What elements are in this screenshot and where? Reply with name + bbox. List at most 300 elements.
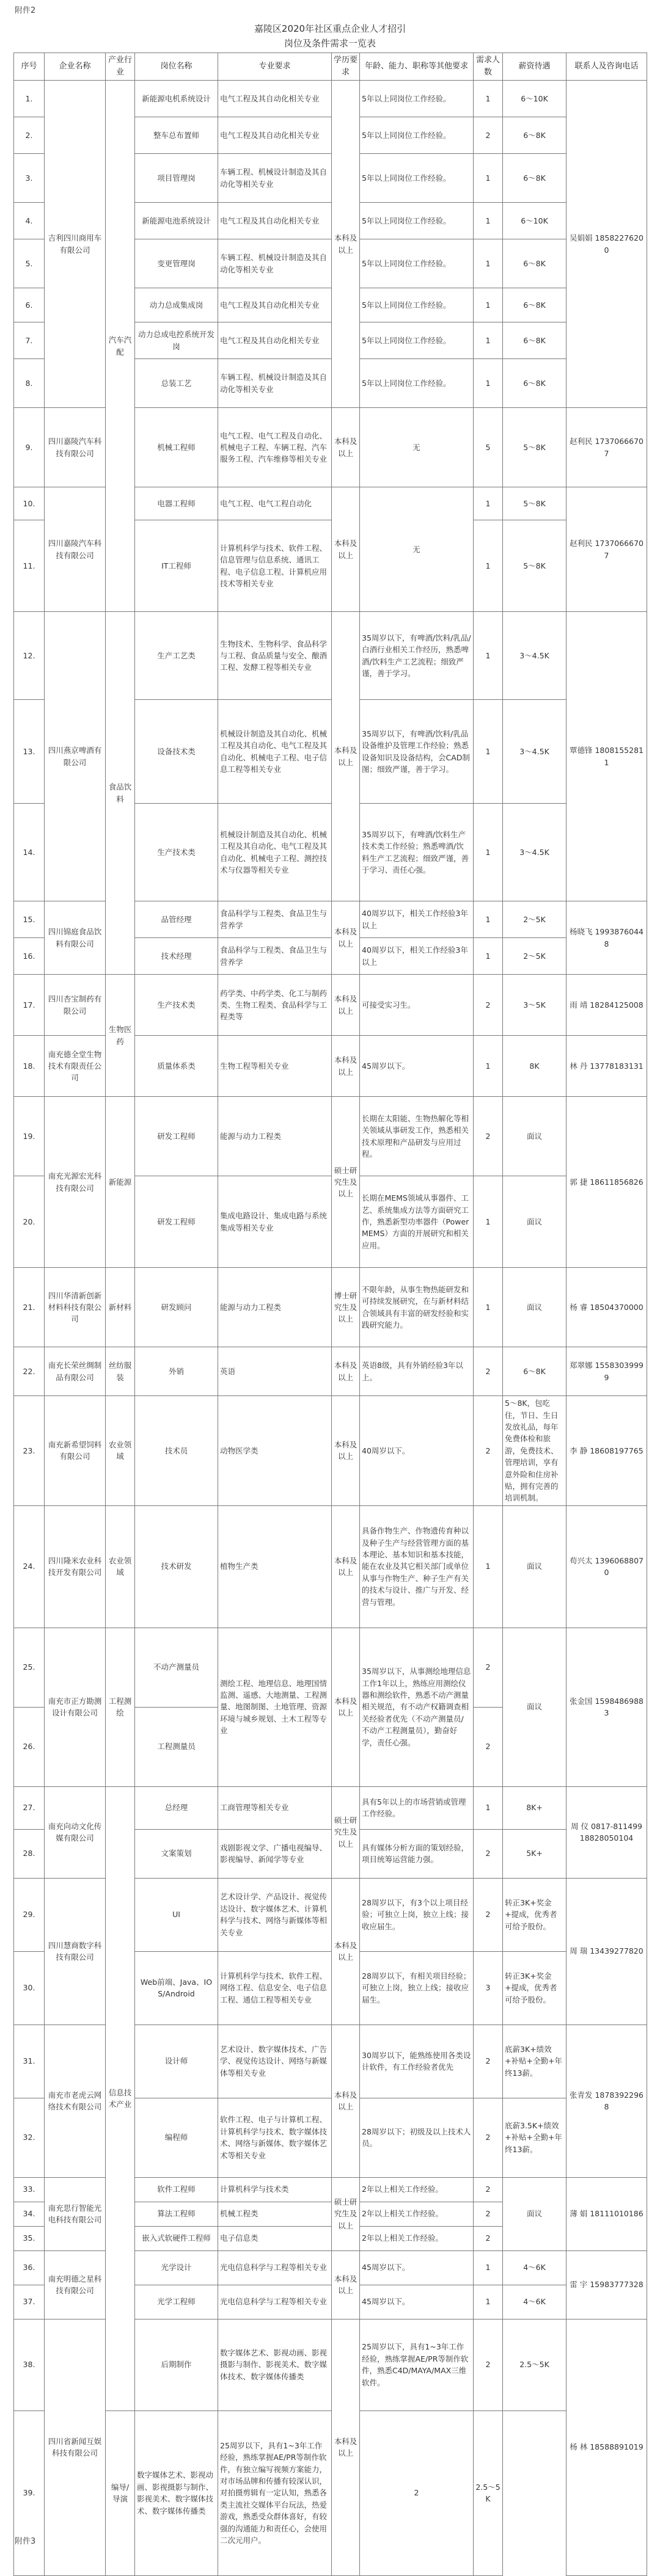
major-req: 计算机科学与技术类: [218, 2177, 332, 2202]
company-name: 南充新希望饲料有限公司: [45, 1396, 106, 1505]
header-other: 年龄、能力、职称等其他要求: [360, 53, 474, 81]
other-req: 40周岁以下，相关工作经验3年以上: [360, 901, 474, 938]
major-req: 电气工程及其自动化相关专业: [218, 203, 332, 239]
pay: 8K+: [503, 1786, 566, 1829]
pay: 面议: [503, 1505, 566, 1628]
company-name: 南充德全堂生物技术有限责任公司: [45, 1036, 106, 1097]
pay: 3～4.5K: [503, 700, 566, 804]
pay: 4～6K: [503, 2250, 566, 2285]
major-req: 电子信息类: [218, 2226, 332, 2250]
pay: 6～8K: [503, 322, 566, 359]
headcount: 1: [474, 154, 503, 203]
contact: 周 瑞 13439277820: [566, 1878, 647, 2025]
pay: 5～8K，包吃住，节日、生日发放礼品，每年免费体检和旅游，免费技术、管理培训，享有意外险和住房补贴，拥有完善的培训机制。: [503, 1396, 566, 1505]
other-req: 5年以上同岗位工作经验。: [360, 154, 474, 203]
row-seq: 2.: [14, 117, 45, 154]
post-name: 总经理: [135, 1786, 218, 1829]
post-name: 总装工艺: [135, 359, 218, 408]
row-seq: 8.: [14, 359, 45, 408]
post-name: 电器工程师: [135, 487, 218, 520]
table-row: [14, 1505, 647, 1628]
education-req: 本科及以上: [332, 408, 360, 487]
industry-name: 新材料: [106, 1268, 135, 1347]
other-req: 2年以上相关工作经验。: [360, 2202, 474, 2226]
post-name: 软件工程师: [135, 2177, 218, 2202]
major-req: 食品科学与工程类、食品卫生与营养学: [218, 938, 332, 975]
headcount: 1: [474, 1786, 503, 1829]
headcount: 1: [474, 901, 503, 938]
headcount: 1: [474, 938, 503, 975]
pay: 面议: [503, 2177, 566, 2250]
major-req: 车辆工程、机械设计制造及其自动化等相关专业: [218, 239, 332, 288]
industry-name: 新能源: [106, 1097, 135, 1268]
education-req: 本科及以上: [332, 81, 360, 408]
table-row: [14, 1097, 647, 1176]
headcount: 2: [474, 975, 503, 1036]
row-seq: 32.: [14, 2098, 45, 2177]
industry-name: 信息技术产业: [106, 1786, 135, 2410]
table-row: [14, 1268, 647, 1347]
headcount: 2: [474, 2226, 503, 2250]
pay: 6～8K: [503, 288, 566, 322]
other-req: 2年以上相关工作经验。: [360, 2226, 474, 2250]
headcount: 2: [474, 1878, 503, 1951]
pay: 面议: [503, 1097, 566, 1176]
other-req: 5年以上同岗位工作经验。: [360, 81, 474, 117]
other-req: 28周岁以下；初级及以上技术人员。: [360, 2098, 474, 2177]
education-req: 硕士研究生及以上: [332, 1097, 360, 1268]
major-req: 生物技术、生物科学、食品科学与工程、食品质量与安全、酿酒工程、发酵工程等相关专业: [218, 612, 332, 700]
post-name: 生产工艺类: [135, 612, 218, 700]
contact: 苟兴太 13960688070: [566, 1505, 647, 1628]
company-name: 南充市老虎云网络技术有限公司: [45, 2025, 106, 2177]
other-req: 无: [360, 408, 474, 487]
post-name: 新能源电池系统设计: [135, 203, 218, 239]
education-req: 本科及以上: [332, 2025, 360, 2177]
other-req: 具有媒体分析方面的策划经验，项目统筹运营能力强。: [360, 1829, 474, 1878]
industry-name: 生物医药: [106, 975, 135, 1097]
contact: 杨 睿 18504370000: [566, 1268, 647, 1347]
education-req: 本科及以上: [332, 1347, 360, 1396]
post-name: 整车总布置师: [135, 117, 218, 154]
major-req: 戏剧影视文学、广播电视编导、影视编导、新闻学等专业: [218, 1829, 332, 1878]
row-seq: 13.: [14, 700, 45, 804]
row-seq: 37.: [14, 2285, 45, 2319]
major-req: 机械工程类: [218, 2202, 332, 2226]
headcount: 1: [474, 288, 503, 322]
row-seq: 31.: [14, 2025, 45, 2098]
row-seq: 30.: [14, 1951, 45, 2025]
post-name: 技术经理: [135, 938, 218, 975]
other-req: 无: [360, 487, 474, 612]
header-major: 专业要求: [218, 53, 332, 81]
major-req: 艺术设计、数字媒体技术、广告学、视觉传达设计、网络与新媒体等相关专业: [218, 2025, 332, 2098]
pay: 3～4.5K: [503, 612, 566, 700]
pay: 2～5K: [503, 901, 566, 938]
other-req: 具备作物生产、作物遗传育种以及种子生产与经营管理方面的基本理论、基本知识和基本技能，能在农业及其它相关部门或单位从事与作物生产、种子生产有关的技术与设计、推广与开发、经营与管理。: [360, 1505, 474, 1628]
post-name: 动力总成电控系统开发岗: [135, 322, 218, 359]
major-req: 工商管理等相关专业: [218, 1786, 332, 1829]
post-name: 不动产测量员: [135, 1628, 218, 1707]
row-seq: 35.: [14, 2226, 45, 2250]
row-seq: 4.: [14, 203, 45, 239]
major-req: 光电信息科学与工程等相关专业: [218, 2285, 332, 2319]
education-req: 本科及以上: [332, 487, 360, 612]
row-seq: 14.: [14, 804, 45, 901]
education-req: 硕士研究生及以上: [332, 2177, 360, 2250]
other-req: 30周岁以下，能熟练使用各类设计软件，有工作经验者优先: [360, 2025, 474, 2098]
major-req: 集成电路设计、集成电路与系统集成等相关专业: [218, 1176, 332, 1268]
page-subtitle: 岗位及条件需求一览表: [284, 38, 376, 49]
major-req: 植物生产类: [218, 1505, 332, 1628]
other-req: 28周岁以下，有相关项目经验；可独立上岗，独立上线；接收应届生。: [360, 1951, 474, 2025]
industry-name: 汽车汽配: [106, 81, 135, 612]
education-req: 本科及以上: [332, 975, 360, 1036]
headcount: 2: [474, 1097, 503, 1176]
table-row: [14, 975, 647, 1036]
post-name: 技术员: [135, 1396, 218, 1505]
company-name: 四川嘉陵汽车科技有限公司: [45, 487, 106, 612]
other-req: 5年以上同岗位工作经验。: [360, 322, 474, 359]
education-req: 本科及以上: [332, 901, 360, 975]
header-pay: 薪资待遇: [503, 53, 566, 81]
row-seq: 36.: [14, 2250, 45, 2285]
table-row: [14, 81, 647, 117]
post-name: 研发工程师: [135, 1176, 218, 1268]
post-name: 动力总成集成岗: [135, 288, 218, 322]
company-name: 四川锦庭食品饮料有限公司: [45, 901, 106, 975]
pay: 面议: [503, 1268, 566, 1347]
header-count: 需求人数: [474, 53, 503, 81]
major-req: 电气工程、电气工程及自动化、机械电子工程、车辆工程、汽车服务工程、汽车维修等相关专业: [218, 408, 332, 487]
row-seq: 21.: [14, 1268, 45, 1347]
row-seq: 16.: [14, 938, 45, 975]
company-name: 四川华清新创新材料科技有限公司: [45, 1268, 106, 1347]
contact: 雨 靖 18284125008: [566, 975, 647, 1036]
other-req: 45周岁以下。: [360, 1036, 474, 1097]
other-req: 35周岁以下，有啤酒/饮料/乳品/白酒行业相关工作经历，熟悉啤酒/饮料生产工艺流程；细致严谨，善于学习。: [360, 612, 474, 700]
headcount: 3: [474, 1951, 503, 2025]
other-req: 25周岁以下，具有1~3年工作经验，熟练掌握AE/PR等制作软件，有独立编写视频方案能力，对市场品牌和传播有较深认识，对拍摄剪辑有一定认知，熟悉各类主流社交媒体平台玩法，热爱游戏，熟悉受众群体喜好，有较强的沟通能力和责任心，会使用二次元用户。: [218, 2410, 332, 2575]
post-name: 机械工程师: [135, 408, 218, 487]
attachment-label-next: 附件3: [15, 2537, 36, 2546]
row-seq: 17.: [14, 975, 45, 1036]
post-name: 技术研发: [135, 1505, 218, 1628]
company-name: 南充思行智能光电科技有限公司: [45, 2177, 106, 2250]
page-title: 嘉陵区2020年社区重点企业人才招引: [254, 23, 406, 34]
major-req: 计算机科学与技术、软件工程、网络工程、信息安全、电子信息工程、通信工程等相关专业: [218, 1951, 332, 2025]
headcount: 1: [474, 612, 503, 700]
company-name: 四川隆米农业科技开发有限公司: [45, 1505, 106, 1628]
major-req: 生物工程等相关专业: [218, 1036, 332, 1097]
post-name: 外销: [135, 1347, 218, 1396]
contact: 林 丹 13778183131: [566, 1036, 647, 1097]
pay: 5～8K: [503, 408, 566, 487]
row-seq: 20.: [14, 1176, 45, 1268]
education-req: 本科及以上: [332, 2319, 360, 2575]
other-req: 5年以上同岗位工作经验。: [360, 288, 474, 322]
row-seq: 1.: [14, 81, 45, 117]
industry-name: 丝纺服装: [106, 1347, 135, 1396]
industry-name: 农业领域: [106, 1505, 135, 1628]
contact: 吴娟娟 18582276200: [566, 81, 647, 408]
headcount: 1: [474, 81, 503, 117]
pay: 5K+: [503, 1829, 566, 1878]
row-seq: 29.: [14, 1878, 45, 1951]
headcount: 2: [474, 1829, 503, 1878]
education-req: 本科及以上: [332, 1396, 360, 1505]
row-seq: 5.: [14, 239, 45, 288]
row-seq: 3.: [14, 154, 45, 203]
company-name: 四川杏宝制药有限公司: [45, 975, 106, 1036]
header-company: 企业名称: [45, 53, 106, 81]
headcount: 2: [474, 2177, 503, 2202]
other-req: 45周岁以下。: [360, 2285, 474, 2319]
other-req: 40周岁以下，相关工作经验3年以上: [360, 938, 474, 975]
row-seq: 12.: [14, 612, 45, 700]
pay: 2～5K: [503, 938, 566, 975]
headcount: 2: [360, 2410, 474, 2575]
major-req: 数字媒体艺术、影视动画、影视摄影与制作、影视美术、数字媒体技术、数字媒体传播类: [218, 2319, 332, 2410]
contact: 周 仪 0817-811499 18828050104: [566, 1786, 647, 1878]
major-req: 测绘工程、地理信息、地理国情监测、遥感、大地测量、工程测量、地图制图、土地管理、资源环境与城乡规划、土木工程等专业: [218, 1628, 332, 1786]
contact: 覃德锋 18081552811: [566, 612, 647, 901]
post-name: 设备技术类: [135, 700, 218, 804]
row-seq: 11.: [14, 520, 45, 612]
other-req: 英语8级，具有外销经验3年以上。: [360, 1347, 474, 1396]
row-seq: 18.: [14, 1036, 45, 1097]
pay: 底薪3K+绩效+补贴+全勤+年终13薪。: [503, 2025, 566, 2098]
major-req: 食品科学与工程类、食品卫生与营养学: [218, 901, 332, 938]
contact: 郑翠娜 15583039999: [566, 1347, 647, 1396]
other-req: 可接受实习生。: [360, 975, 474, 1036]
major-req: 动物医学类: [218, 1396, 332, 1505]
major-req: 英语: [218, 1347, 332, 1396]
other-req: 28周岁以下，有3个以上项目经验；可独立上岗，独立上线；接收应届生。: [360, 1878, 474, 1951]
pay: 3～4.5K: [503, 804, 566, 901]
major-req: 车辆工程、机械设计制造及其自动化等相关专业: [218, 359, 332, 408]
major-req: 能源与动力工程类: [218, 1097, 332, 1176]
other-req: 长期在MEMS领域从事器件、工艺、系统集成方法等方面研究工作，熟悉新型功率器件（Power MEMS）方面的开展研究和相关应用。: [360, 1176, 474, 1268]
contact: 张金国 15984869883: [566, 1628, 647, 1786]
major-req: 光电信息科学与工程等相关专业: [218, 2250, 332, 2285]
row-seq: 27.: [14, 1786, 45, 1829]
header-education: 学历要求: [332, 53, 360, 81]
pay: 4～6K: [503, 2285, 566, 2319]
post-name: 新能源电机系统设计: [135, 81, 218, 117]
contact: 赵利民 17370666707: [566, 487, 647, 612]
headcount: 1: [474, 1036, 503, 1097]
pay: 2.5～5K: [503, 2319, 566, 2410]
row-seq: 25.: [14, 1628, 45, 1707]
header-post: 岗位名称: [135, 53, 218, 81]
company-name: 南充市正方勘测设计有限公司: [45, 1628, 106, 1786]
other-req: 2年以上相关工作经验。: [360, 2177, 474, 2202]
pay: 6～10K: [503, 203, 566, 239]
table-row: [14, 1786, 647, 1829]
row-seq: 26.: [14, 1707, 45, 1786]
pay: 5～8K: [503, 520, 566, 612]
pay: 6～8K: [503, 239, 566, 288]
major-req: 药学类、中药学类、化工与制药类、生物工程类、食品科学与工程类等: [218, 975, 332, 1036]
other-req: 35周岁以下，有啤酒/饮料生产技术类工作经验；熟悉啤酒/饮料生产工艺流程；细致严谨，善于学习、责任心强。: [360, 804, 474, 901]
major-req: 电气工程及其自动化相关专业: [218, 322, 332, 359]
headcount: 2: [474, 1707, 503, 1786]
contact: 张青发 18783922968: [566, 2025, 647, 2177]
pay: 底薪3.5K+绩效+补贴+全勤+年终13薪。: [503, 2098, 566, 2177]
post-name: 质量体系类: [135, 1036, 218, 1097]
other-req: 40周岁以下。: [360, 1396, 474, 1505]
row-seq: 23.: [14, 1396, 45, 1505]
contact: 杨 林 18588891019: [566, 2319, 647, 2575]
industry-name: 农业领域: [106, 1396, 135, 1505]
row-seq: 19.: [14, 1097, 45, 1176]
headcount: 1: [474, 1268, 503, 1347]
row-seq: 33.: [14, 2177, 45, 2202]
header-contact: 联系人及咨询电话: [566, 53, 647, 81]
pay: 6～8K: [503, 359, 566, 408]
post-name: 编程师: [135, 2098, 218, 2177]
other-req: 不限年龄，从事生物热能研发和可持续发展研究，在与新材料结合领域具有丰富的研发经验和实践研究能力。: [360, 1268, 474, 1347]
headcount: 5: [474, 408, 503, 487]
major-req: 电气工程及其自动化相关专业: [218, 117, 332, 154]
pay: 面议: [503, 1628, 566, 1786]
post-name: 工程测量员: [135, 1707, 218, 1786]
headcount: 1: [474, 520, 503, 612]
other-req: 25周岁以下，具有1~3年工作经验，熟练掌握AE/PR等制作软件，熟悉C4D/MAYA/MAX三维软件。: [360, 2319, 474, 2410]
recruitment-table: [13, 53, 647, 2576]
pay: 2.5～5K: [474, 2410, 503, 2575]
major-req: 数字媒体艺术、影视动画、影视摄影与制作、影视美术、数字媒体技术、数字媒体传播类: [135, 2410, 218, 2575]
post-name: 编导/导演: [106, 2410, 135, 2575]
other-req: 5年以上同岗位工作经验。: [360, 203, 474, 239]
company-name: 四川省新闻互娱科技有限公司: [45, 2319, 106, 2575]
headcount: 1: [474, 804, 503, 901]
attachment-label: 附件2: [15, 6, 36, 15]
pay: 6～8K: [503, 117, 566, 154]
headcount: 2: [474, 1396, 503, 1505]
post-name: 变更管理岗: [135, 239, 218, 288]
table-row: [14, 1347, 647, 1396]
table-row: [14, 1628, 647, 1707]
education-req: 本科及以上: [332, 1505, 360, 1628]
post-name: 品管经理: [135, 901, 218, 938]
company-name: 吉利四川商用车有限公司: [45, 81, 106, 408]
education-req: 本科及以上: [332, 1628, 360, 1786]
other-req: 5年以上同岗位工作经验。: [360, 117, 474, 154]
row-seq: 22.: [14, 1347, 45, 1396]
headcount: 1: [474, 2285, 503, 2319]
row-seq: 38.: [14, 2319, 45, 2410]
education-req: 本科及以上: [332, 2250, 360, 2319]
education-req: 本科及以上: [332, 1036, 360, 1097]
row-seq: 7.: [14, 322, 45, 359]
row-seq: 39.: [14, 2410, 45, 2575]
other-req: 35周岁以下，从事测绘地理信息工作1年以上，熟练应用测绘仪器和测绘软件，熟悉不动产测量相关规范，有不动产权籍调查相关经验者优先（不动产测量员/不动产工程测量员），勤奋好学，责任心强。: [360, 1628, 474, 1786]
company-name: 四川嘉陵汽车科技有限公司: [45, 408, 106, 487]
pay: 3～5K: [503, 975, 566, 1036]
other-req: 具有5年以上的市场营销或管理工作经验。: [360, 1786, 474, 1829]
company-name: 南充光源宏光科技有限公司: [45, 1097, 106, 1268]
headcount: 2: [474, 1347, 503, 1396]
post-name: 文案策划: [135, 1829, 218, 1878]
industry-name: 工程测绘: [106, 1628, 135, 1786]
post-name: 项目管理岗: [135, 154, 218, 203]
headcount: 1: [474, 322, 503, 359]
education-req: 博士研究生及以上: [332, 1268, 360, 1347]
pay: 8K: [503, 1036, 566, 1097]
post-name: 设计师: [135, 2025, 218, 2098]
pay: 6～8K: [503, 154, 566, 203]
headcount: 1: [474, 1176, 503, 1268]
contact: 赵利民 17370666707: [566, 408, 647, 487]
table-row: [14, 612, 647, 700]
row-seq: 34.: [14, 2202, 45, 2226]
education-req: 本科及以上: [332, 612, 360, 901]
major-req: 能源与动力工程类: [218, 1268, 332, 1347]
post-name: 研发顾问: [135, 1268, 218, 1347]
company-name: 南充长荣丝绸制品有限公司: [45, 1347, 106, 1396]
other-req: 45周岁以下。: [360, 2250, 474, 2285]
major-req: 车辆工程、机械设计制造及其自动化等相关专业: [218, 154, 332, 203]
major-req: 电气工程、电气工程自动化: [218, 487, 332, 520]
pay: 6～10K: [503, 81, 566, 117]
post-name: Web前端、Java、IOS/Android: [135, 1951, 218, 2025]
post-name: 生产技术类: [135, 804, 218, 901]
headcount: 1: [474, 1505, 503, 1628]
table-row: [14, 1396, 647, 1505]
other-req: 35周岁以下，有啤酒/饮料/乳品设备维护及管理工作经验；熟悉设备知识及设备结构，会CAD制图；细致严谨，善于学习。: [360, 700, 474, 804]
post-name: UI: [135, 1878, 218, 1951]
other-req: 长期在太阳能、生物热解化等相关领域从事研发工作，熟悉相关技术原理和产品研发与应用过程。: [360, 1097, 474, 1176]
pay: 转正3K+奖金+提成，优秀者可给予股份。: [503, 1878, 566, 1951]
education-req: 硕士研究生及以上: [332, 1786, 360, 1878]
contact: 李 静 18608197765: [566, 1396, 647, 1505]
other-req: 5年以上同岗位工作经验。: [360, 239, 474, 288]
major-req: 机械设计制造及其自动化、机械工程及其自动化、电气工程及其自动化、机械电子工程、测控技术与仪器等相关专业: [218, 804, 332, 901]
major-req: 软件工程、电子与计算机工程、计算机科学与技术、数字媒体技术、网络与新媒体、数字媒体艺术等相关专业: [218, 2098, 332, 2177]
post-name: 后期制作: [135, 2319, 218, 2410]
headcount: 2: [474, 2098, 503, 2177]
row-seq: 6.: [14, 288, 45, 322]
post-name: 嵌入式软硬件工程师: [135, 2226, 218, 2250]
headcount: 1: [474, 203, 503, 239]
headcount: 2: [474, 117, 503, 154]
post-name: IT工程师: [135, 520, 218, 612]
major-req: 电气工程及其自动化相关专业: [218, 81, 332, 117]
headcount: 1: [474, 239, 503, 288]
other-req: 5年以上同岗位工作经验。: [360, 359, 474, 408]
major-req: 电气工程及其自动化相关专业: [218, 288, 332, 322]
pay: 面议: [503, 1176, 566, 1268]
major-req: 机械设计制造及其自动化、机械工程及其自动化、电气工程及其自动化、机械电子工程、电子信息工程等相关专业: [218, 700, 332, 804]
headcount: 1: [474, 2250, 503, 2285]
industry-name: 食品饮料: [106, 612, 135, 975]
contact: 杨晓飞 19938760448: [566, 901, 647, 975]
header-seq: 序号: [14, 53, 45, 81]
row-seq: 24.: [14, 1505, 45, 1628]
company-name: 四川燕京啤酒有限公司: [45, 612, 106, 901]
post-name: 算法工程师: [135, 2202, 218, 2226]
post-name: 光学工程师: [135, 2285, 218, 2319]
contact: 郭 捷 18611856826: [566, 1097, 647, 1268]
headcount: 1: [474, 359, 503, 408]
company-name: 四川慧商数字科技有限公司: [45, 1878, 106, 2025]
headcount: 1: [474, 487, 503, 520]
pay: 转正3K+奖金+提成，优秀者可给予股份。: [503, 1951, 566, 2025]
pay: 6～8K: [503, 1347, 566, 1396]
major-req: 艺术设计学、产品设计、视觉传达设计、数字媒体艺术、计算机科学与技术、网络与新媒体等相关专业: [218, 1878, 332, 1951]
